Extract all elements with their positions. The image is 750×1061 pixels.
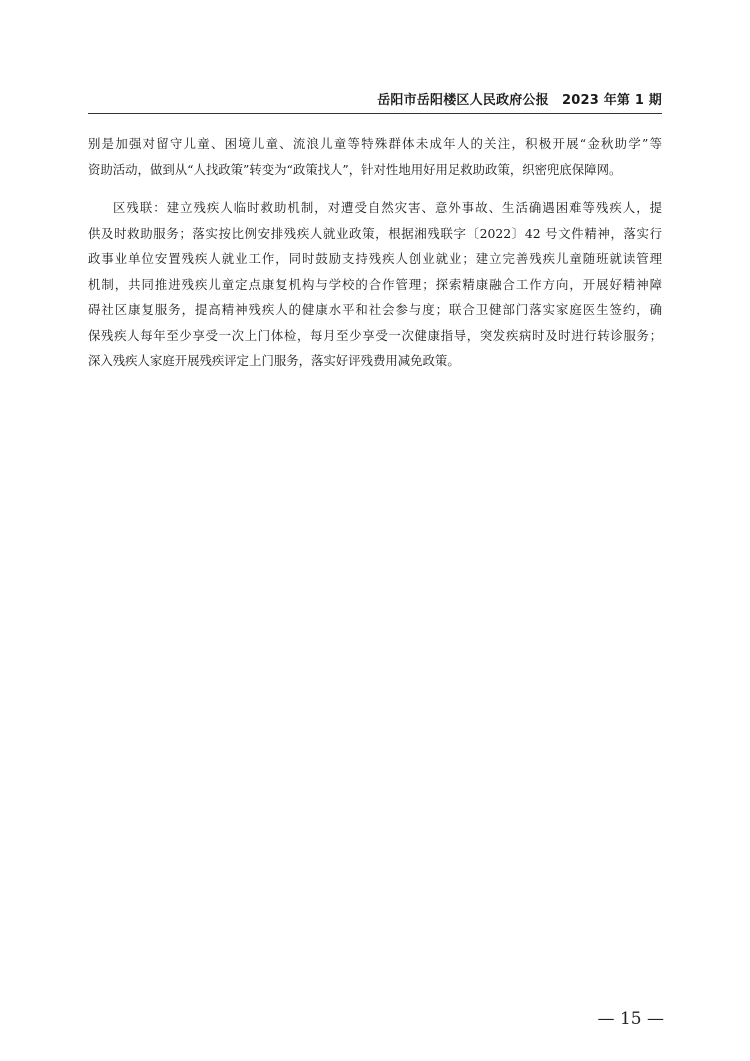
paragraph-children-protection xyxy=(88,131,662,182)
paragraph-line: 碍社区康复服务，提高精神残疾人的健康水平和社会参与度；联合卫健部门落实家庭医生签约，确 xyxy=(88,302,662,317)
paragraph-line: 政事业单位安置残疾人就业工作，同时鼓励支持残疾人创业就业；建立完善残疾儿童随班就读管理 xyxy=(88,251,662,266)
header-divider xyxy=(88,113,662,114)
paragraph-gap xyxy=(88,182,662,195)
paragraph-line: 机制，共同推进残疾儿童定点康复机构与学校的合作管理；探索精康融合工作方向，开展好精神障 xyxy=(88,276,662,292)
body-text xyxy=(88,131,662,374)
paragraph-line: 资助活动，做到从“人找政策”转变为“政策找人”，针对性地用好用足救助政策，织密兜底保障网。 xyxy=(88,161,622,177)
paragraph-line: 别是加强对留守儿童、困境儿童、流浪儿童等特殊群体未成年人的关注，积极开展“金秋助学”等 xyxy=(88,136,662,151)
paragraph-line: 保残疾人每年至少享受一次上门体检，每月至少享受一次健康指导，突发疾病时及时进行转诊服务； xyxy=(88,327,662,343)
paragraph-disabled-persons-federation xyxy=(88,195,662,374)
paragraph-line: 区残联：建立残疾人临时救助机制，对遭受自然灾害、意外事故、生活确遇困难等残疾人，提 xyxy=(113,200,662,215)
page-number: — 15 — xyxy=(597,1009,664,1029)
paragraph-line: 深入残疾人家庭开展残疾评定上门服务，落实好评残费用减免政策。 xyxy=(88,353,460,368)
publication-header: 岳阳市岳阳楼区人民政府公报 2023 年第 1 期 xyxy=(377,93,662,108)
paragraph-line: 供及时救助服务；落实按比例安排残疾人就业政策，根据湘残联字〔2022〕42 号文件精神，落实行 xyxy=(88,225,662,241)
